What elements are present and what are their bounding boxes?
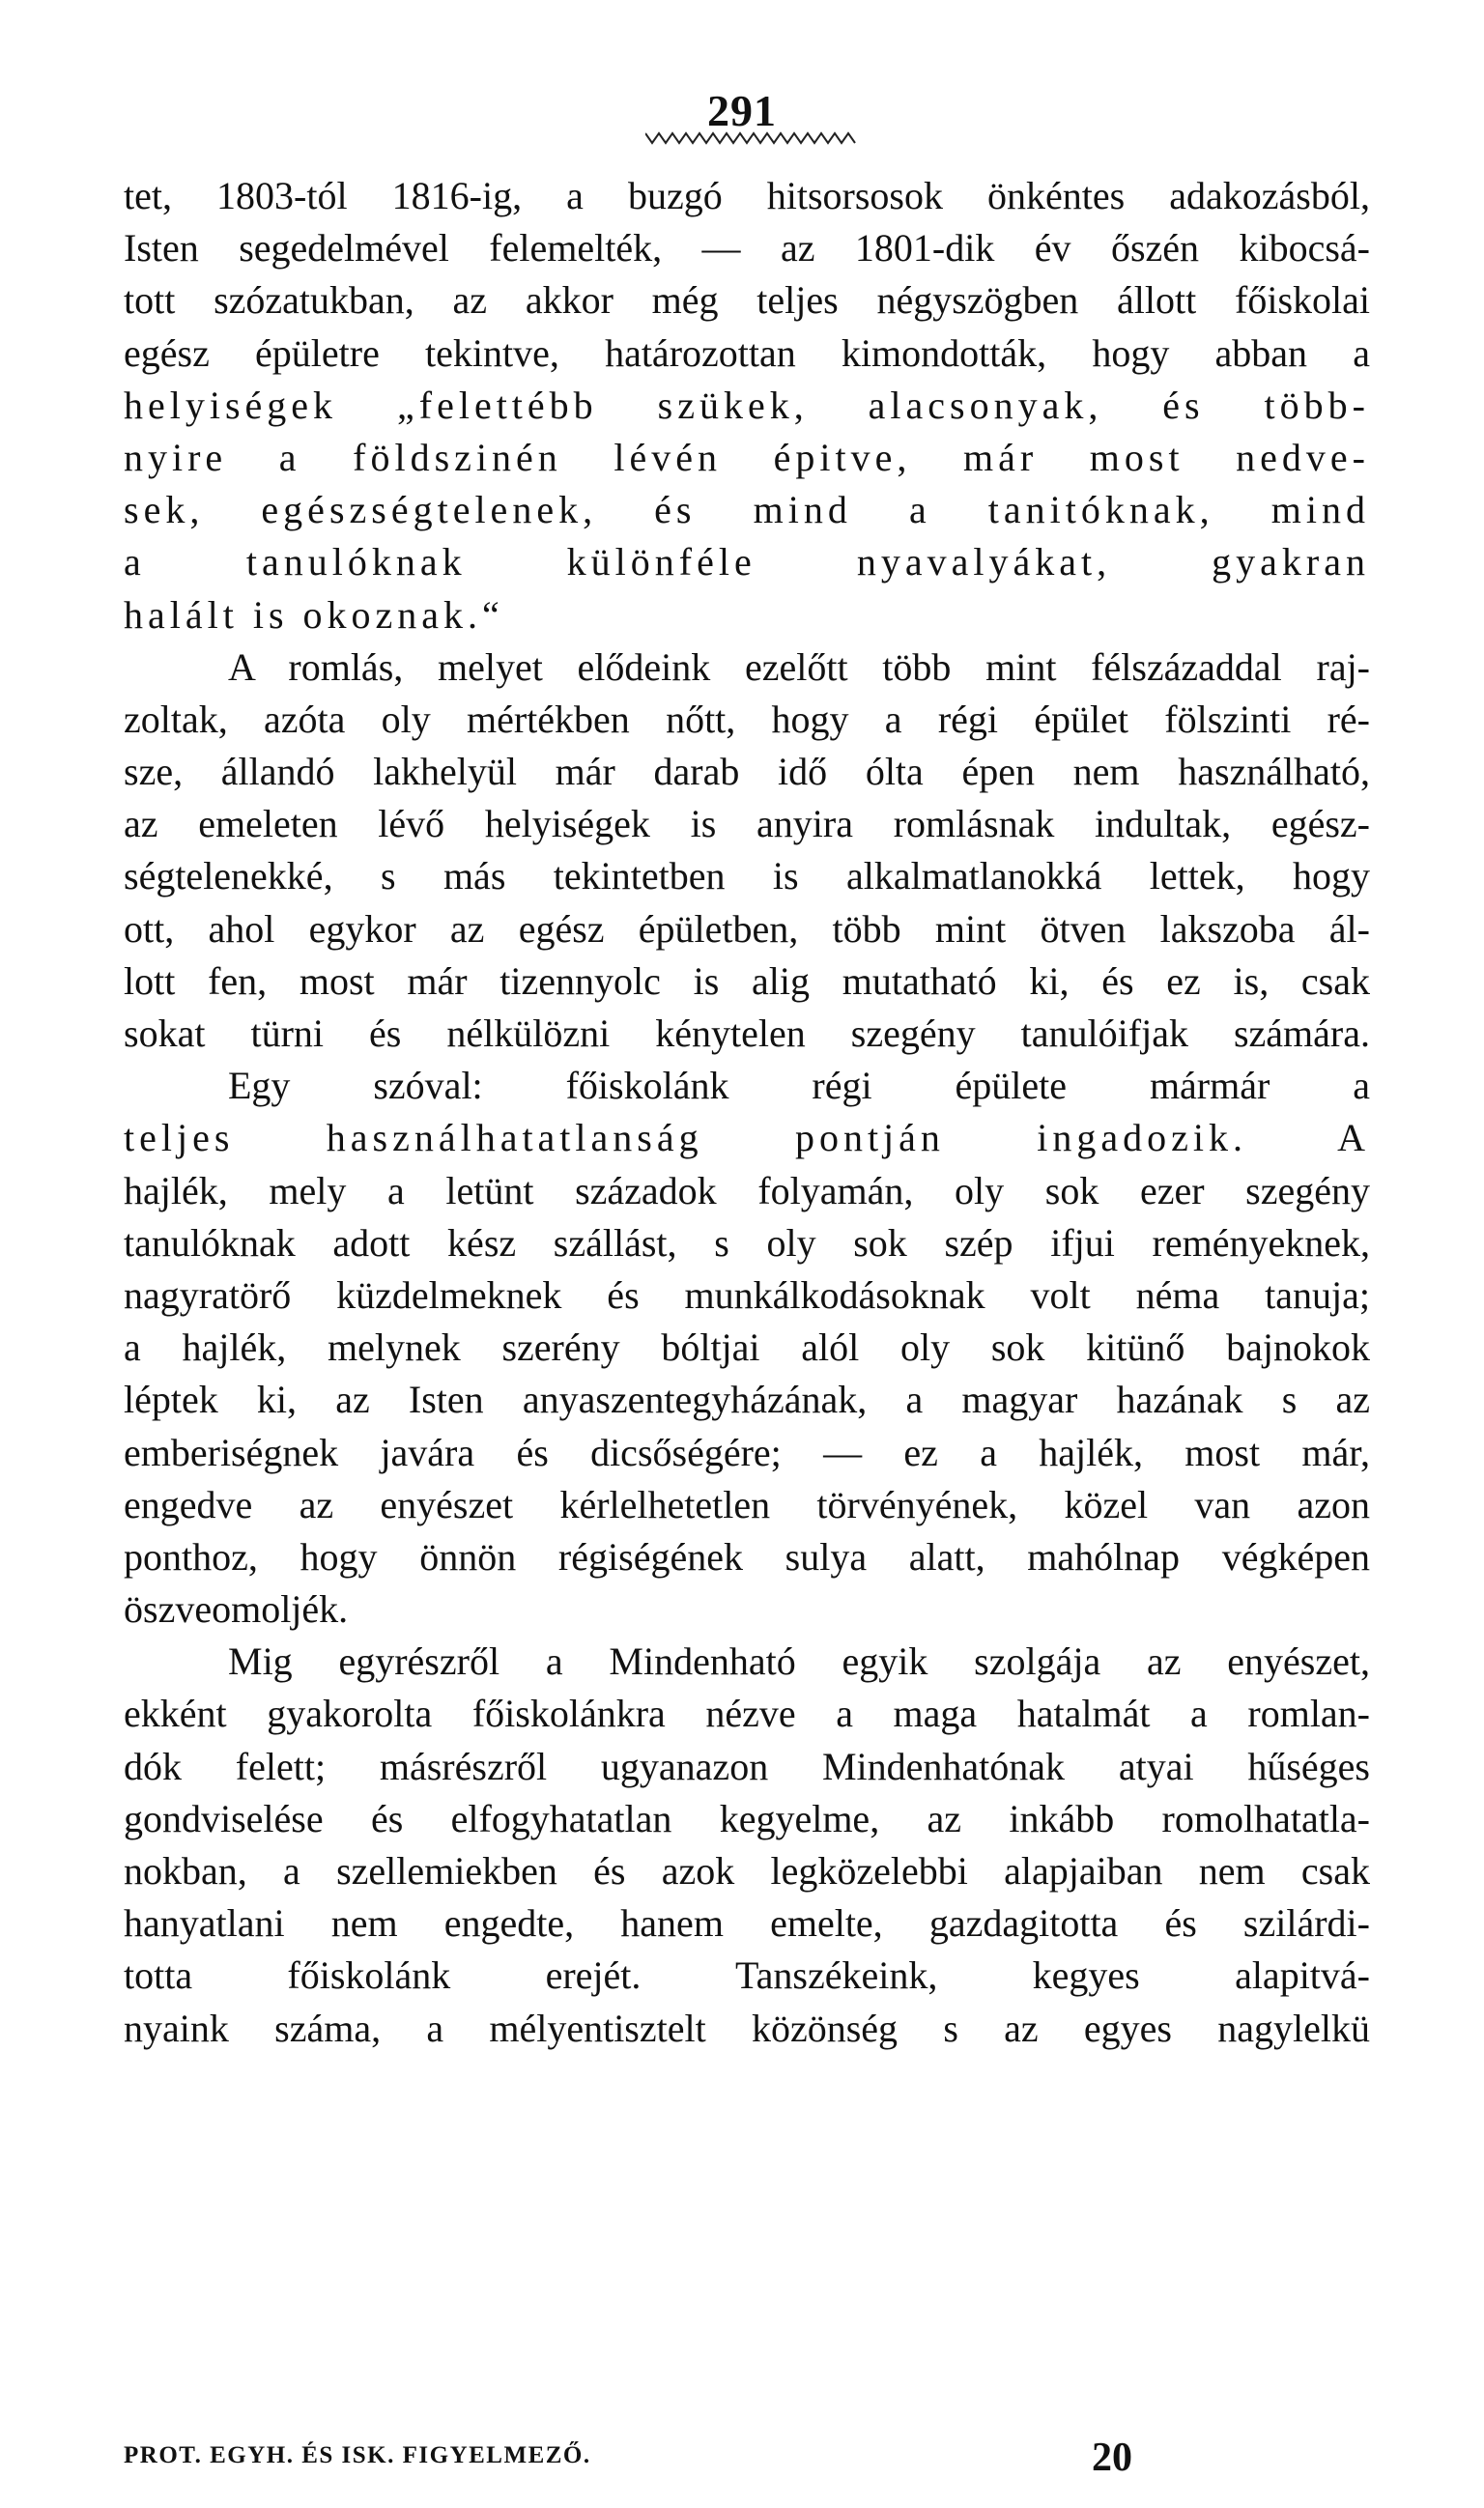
journal-title: PROT. EGYH. ÉS ISK. FIGYELMEZŐ. bbox=[124, 2442, 591, 2468]
text-line: ponthoz, hogy önnön régiségének sulya alatt, mahólnap végképen bbox=[124, 1534, 1370, 1579]
text-line: Mig egyrészről a Mindenható egyik szolgája az enyészet, bbox=[228, 1639, 1370, 1684]
page-number: 291 bbox=[707, 86, 777, 135]
text-line: Egy szóval: főiskolánk régi épülete mármár a bbox=[228, 1064, 1370, 1108]
text-line: ekként gyakorolta főiskolánkra nézve a maga hatalmát a romlan- bbox=[124, 1692, 1370, 1736]
page-footer bbox=[124, 2436, 1370, 2481]
text-line: A romlás, melyet elődeink ezelőtt több mint félszázaddal raj- bbox=[228, 644, 1370, 689]
text-line: emberiségnek javára és dicsőségére; — ez a hajlék, most már, bbox=[124, 1430, 1370, 1474]
wavy-rule-ornament bbox=[645, 131, 858, 145]
text-line: nagyratörő küzdelmeknek és munkálkodásoknak volt néma tanuja; bbox=[124, 1272, 1370, 1317]
text-line: egész épületre tekintve, határozottan kimondották, hogy abban a bbox=[124, 330, 1370, 375]
text-line: nokban, a szellemiekben és azok legközelebbi alapjaiban nem csak bbox=[124, 1849, 1370, 1893]
signature-mark: 20 bbox=[1092, 2436, 1132, 2480]
text-line: helyiségek „felettébb szükek, alacsonyak, és több- bbox=[124, 383, 1370, 427]
text-line: öszveomoljék. bbox=[124, 1587, 349, 1632]
text-line: nyaink száma, a mélyentisztelt közönség s az egyes nagylelkü bbox=[124, 2006, 1370, 2050]
text-line: hajlék, mely a letünt századok folyamán, oly sok ezer szegény bbox=[124, 1168, 1370, 1212]
text-line: léptek ki, az Isten anyaszentegyházának, a magyar hazának s az bbox=[124, 1378, 1370, 1422]
text-line: ott, ahol egykor az egész épületben, több mint ötven lakszoba ál- bbox=[124, 906, 1370, 951]
text-line: gondviselése és elfogyhatatlan kegyelme, az inkább romolhatatla- bbox=[124, 1796, 1370, 1840]
text-line: tanulóknak adott kész szállást, s oly sok szép ifjui reményeknek, bbox=[124, 1220, 1370, 1265]
text-line: totta főiskolánk erejét. Tanszékeink, kegyes alapitvá- bbox=[124, 1953, 1370, 1998]
text-line: teljes használhatatlanság pontján ingadozik. A bbox=[124, 1116, 1370, 1160]
page-header bbox=[0, 86, 1484, 135]
text-line: zoltak, azóta oly mértékben nőtt, hogy a régi épület fölszinti ré- bbox=[124, 697, 1370, 741]
text-line: hanyatlani nem engedte, hanem emelte, gazdagitotta és szilárdi- bbox=[124, 1901, 1370, 1946]
text-line: Isten segedelmével felemelték, — az 1801-dik év őszén kibocsá- bbox=[124, 226, 1370, 271]
text-line: sokat türni és nélkülözni kénytelen szegény tanulóifjak számára. bbox=[124, 1012, 1370, 1055]
text-line: a hajlék, melynek szerény bóltjai alól oly sok kitünő bajnokok bbox=[124, 1325, 1370, 1370]
text-line: engedve az enyészet kérlelhetetlen törvényének, közel van azon bbox=[124, 1482, 1370, 1526]
body-text bbox=[124, 170, 1370, 2055]
text-line: tott szózatukban, az akkor még teljes négyszögben állott főiskolai bbox=[124, 278, 1370, 323]
text-line: dók felett; másrészről ugyanazon Mindenhatónak atyai hűséges bbox=[124, 1744, 1370, 1788]
text-line: ségtelenekké, s más tekintetben is alkalmatlanokká lettek, hogy bbox=[124, 854, 1370, 898]
text-line: az emeleten lévő helyiségek is anyira romlásnak indultak, egész- bbox=[124, 802, 1370, 846]
text-line: nyire a földszinén lévén épitve, már most nedve- bbox=[124, 435, 1370, 479]
text-line: lott fen, most már tizennyolc is alig mutatható ki, és ez is, csak bbox=[124, 958, 1370, 1003]
text-line: a tanulóknak különféle nyavalyákat, gyakran bbox=[124, 540, 1370, 584]
text-line: sek, egészségtelenek, és mind a tanitóknak, mind bbox=[124, 488, 1370, 532]
text-line: halált is okoznak.“ bbox=[124, 592, 504, 637]
text-line: tet, 1803-tól 1816-ig, a buzgó hitsorsosok önkéntes adakozásból, bbox=[124, 174, 1370, 217]
text-line: sze, állandó lakhelyül már darab idő ólta épen nem használható, bbox=[124, 750, 1370, 794]
